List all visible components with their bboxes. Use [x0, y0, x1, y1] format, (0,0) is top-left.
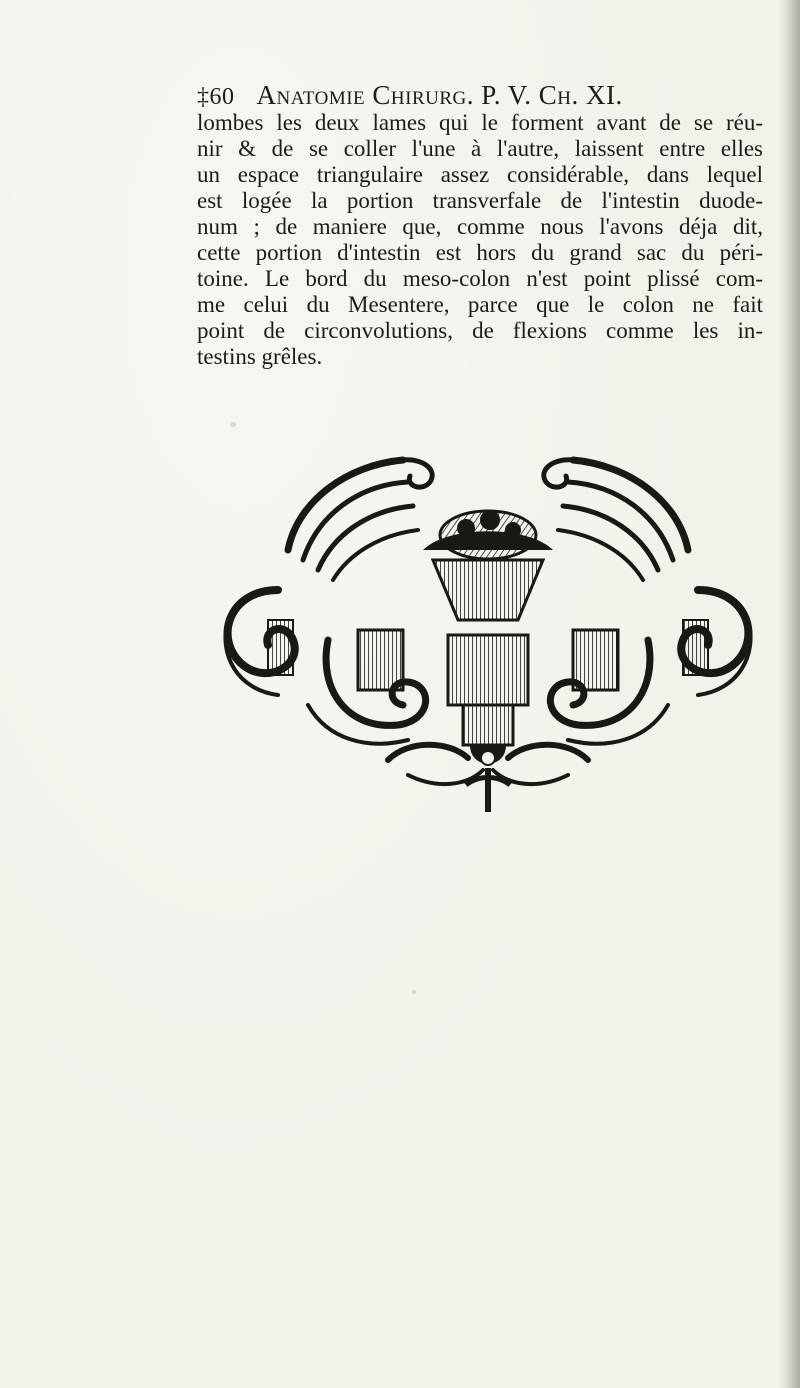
paper-blemish [412, 990, 416, 994]
text-line: point de circonvolutions, de flexions comme les in- [197, 318, 763, 343]
page-edge-shadow [778, 0, 800, 1388]
paper-blemish [230, 422, 236, 427]
text-line: me celui du Mesentere, parce que le colon ne fait [197, 292, 763, 317]
baroque-fleuron-icon [208, 440, 768, 830]
text-line: cette portion d'intestin est hors du grand sac du péri- [197, 240, 763, 265]
text-line: nir & de se coller l'une à l'autre, laissent entre elles [197, 136, 763, 161]
running-header [197, 78, 757, 114]
text-line: toine. Le bord du meso-colon n'est point plissé com- [197, 266, 763, 291]
text-line: num ; de maniere que, comme nous l'avons déja dit, [197, 214, 763, 239]
page-number: ‡60 [197, 84, 235, 110]
text-line: est logée la portion transverfale de l'intestin duode- [197, 188, 763, 213]
body-paragraph [197, 110, 763, 370]
text-line: lombes les deux lames qui le forment avant de se réu- [197, 110, 763, 135]
text-line: testins grêles. [197, 344, 323, 369]
running-title: Anatomie Chirurg. P. V. Ch. XI. [256, 80, 623, 110]
text-line: un espace triangulaire assez considérable, dans lequel [197, 162, 763, 187]
